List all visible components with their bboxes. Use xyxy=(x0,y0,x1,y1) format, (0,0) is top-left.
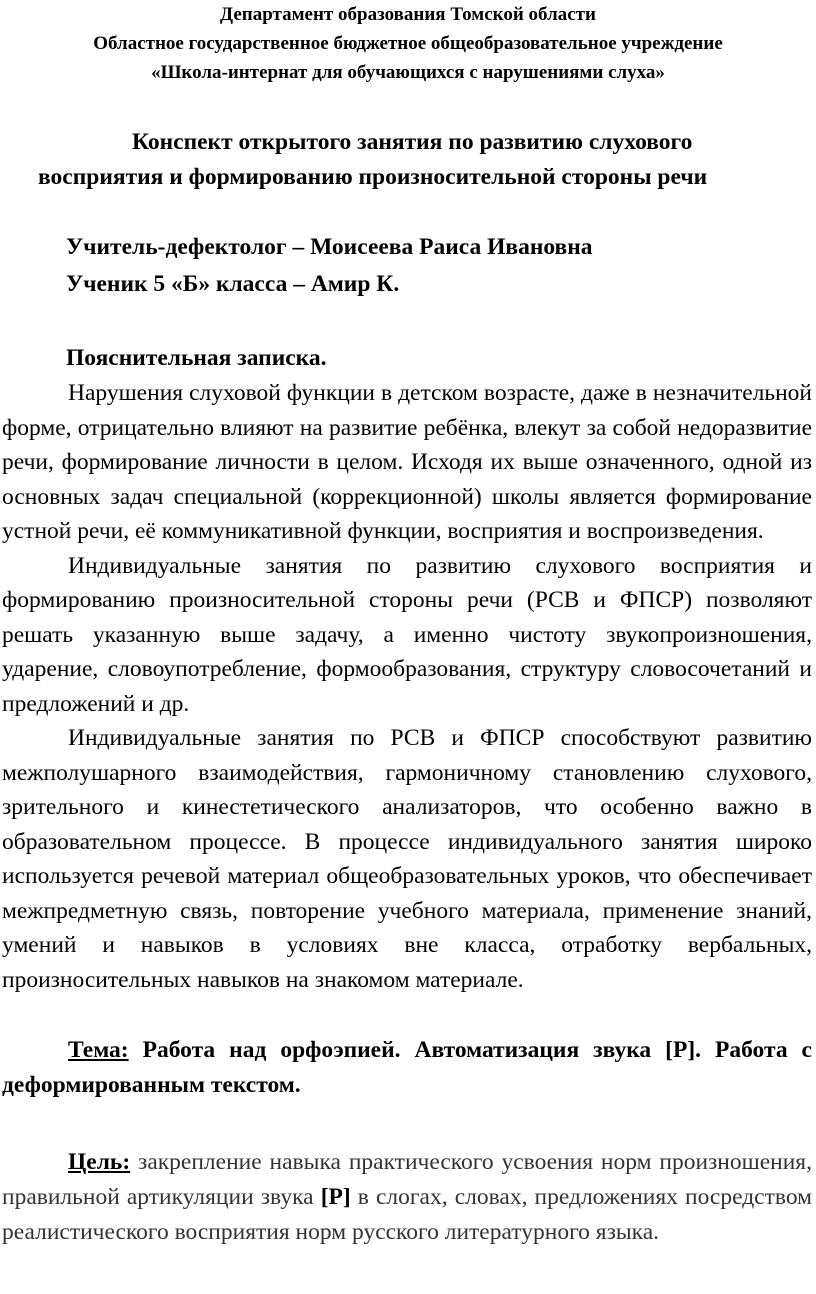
header-institution: Областное государственное бюджетное общеобразовательное учреждение xyxy=(93,33,723,54)
topic-label: Тема: xyxy=(68,1037,129,1063)
title-line-2: восприятия и формированию произносительной стороны речи xyxy=(38,164,708,190)
goal-label: Цель: xyxy=(68,1149,131,1175)
goal-text-before: закрепление навыка практического усвоения норм произношения, правильной артикуляции звука xyxy=(2,1149,812,1210)
document-header xyxy=(0,0,816,87)
document-meta xyxy=(0,229,816,303)
header-department: Департамент образования Томской области xyxy=(220,4,596,25)
document-title xyxy=(0,125,816,195)
note-paragraph-1: Нарушения слуховой функции в детском возрасте, даже в незначительной форме, отрицательно влияют на развитие ребёнка, влекут за собой недоразвитие речи, формирование личности в целом. Исходя их выше означенного, одной из основных задач специальной (коррекционной) школы является формирование устной речи, её коммуникативной функции, восприятия и воспроизведения. xyxy=(2,380,812,544)
lesson-topic xyxy=(0,1033,812,1103)
explanatory-note-heading: Пояснительная записка. xyxy=(66,345,327,371)
note-paragraph-2: Индивидуальные занятия по развитию слухового восприятия и формированию произносительной стороны речи (РСВ и ФПСР) позволяют решать указанную выше задачу, а именно чистоту звукопроизношения, ударение, словоупотребление, формообразования, структуру словосочетаний и предложений и др. xyxy=(2,552,812,717)
header-school-name: «Школа-интернат для обучающихся с нарушениями слуха» xyxy=(151,62,665,83)
goal-text-after: в слогах, словах, предложениях посредством реалистического восприятия норм русского литературного языка. xyxy=(2,1184,812,1245)
goal-sound: [Р] xyxy=(320,1184,351,1210)
teacher-line: Учитель-дефектолог – Моисеева Раиса Ивановна xyxy=(66,234,593,260)
note-paragraph-3: Индивидуальные занятия по РСВ и ФПСР способствуют развитию межполушарного взаимодействия, гармоничному становлению слухового, зрительного и кинестетического анализаторов, что особенно важно в образовательном процессе. В процессе индивидуального занятия широко используется речевой материал общеобразовательных уроков, что обеспечивает межпредметную связь, повторение учебного материала, применение знаний, умений и навыков в условиях вне класса, отработку вербальных, произносительных навыков на знакомом материале. xyxy=(2,725,812,993)
lesson-goal xyxy=(0,1145,812,1250)
topic-text: Работа над орфоэпией. Автоматизация звука [Р]. Работа с деформированным текстом. xyxy=(2,1037,812,1098)
title-line-1: Конспект открытого занятия по развитию слухового xyxy=(132,129,693,155)
student-line: Ученик 5 «Б» класса – Амир К. xyxy=(66,271,400,297)
